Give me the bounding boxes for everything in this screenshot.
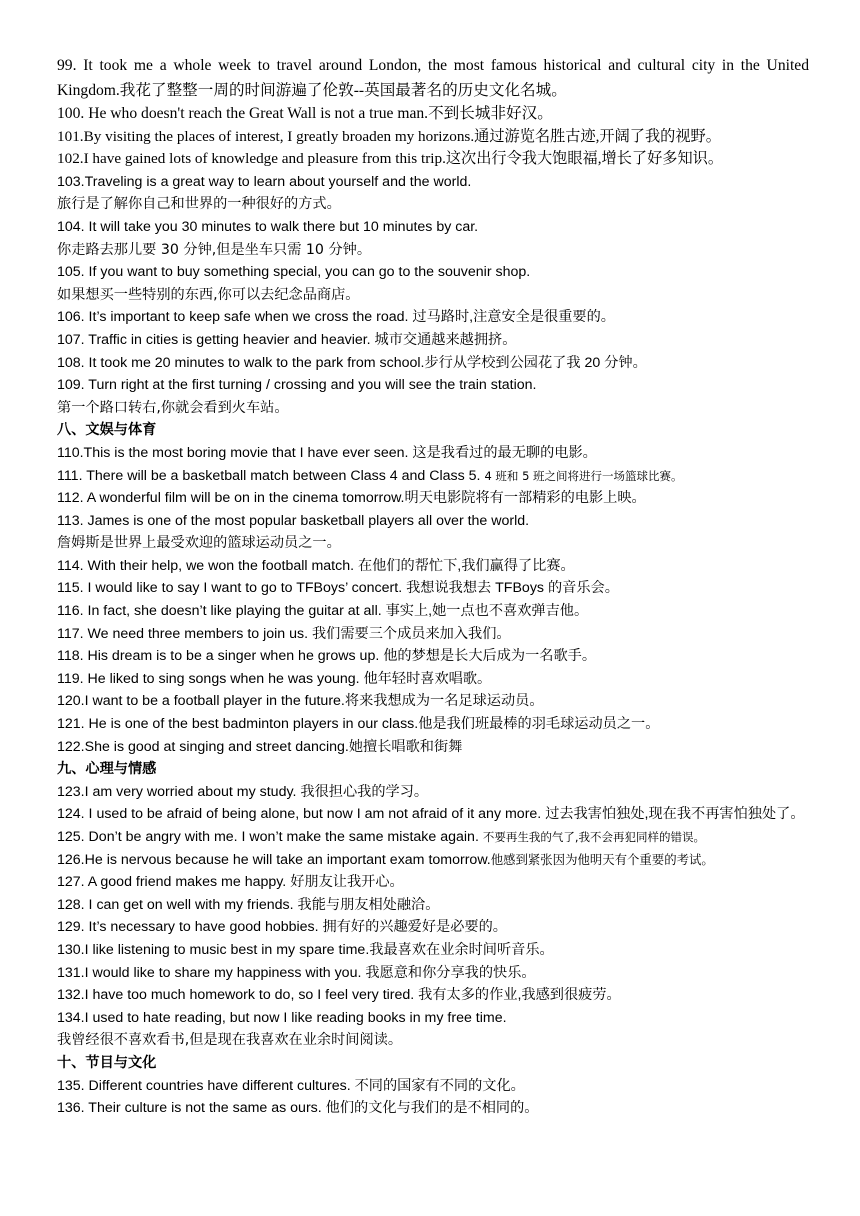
sentence-113: 113. James is one of the most popular basketball players all over the world. <box>57 512 530 529</box>
sentence-134: 134.I used to hate reading, but now I like reading books in my free time. <box>57 1009 507 1026</box>
sentence-117: 117. We need three members to join us. 我们需要三个成员来加入我们。 <box>57 625 511 642</box>
sentence-126-english: 126.He is nervous because he will take an important exam tomorrow. <box>57 851 491 868</box>
sentence-120: 120.I want to be a football player in the future.将来我想成为一名足球运动员。 <box>57 693 544 710</box>
sentence-134-translation: 我曾经很不喜欢看书,但是现在我喜欢在业余时间阅读。 <box>57 1032 403 1049</box>
sentence-108: 108. It took me 20 minutes to walk to the park from school.步行从学校到公园花了我 20 分钟。 <box>57 354 647 371</box>
sentence-121: 121. He is one of the best badminton players in our class.他是我们班最棒的羽毛球运动员之一。 <box>57 716 660 733</box>
sentence-99: 99. It took me a whole week to travel around London, the most famous historical and cultural city in the United Kingdom.我花了整整一周的时间游遍了伦敦--英国最著名的历史文化名城。 <box>57 57 809 99</box>
sentence-114: 114. With their help, we won the football match. 在他们的帮忙下,我们赢得了比赛。 <box>57 557 575 574</box>
sentence-104: 104. It will take you 30 minutes to walk there but 10 minutes by car. <box>57 218 479 235</box>
sentence-124: 124. I used to be afraid of being alone, but now I am not afraid of it any more. 过去我害怕独处,现在我不再害怕独处了。 <box>57 806 805 823</box>
sentence-115: 115. I would like to say I want to go to TFBoys’ concert. 我想说我想去 TFBoys 的音乐会。 <box>57 580 619 597</box>
sentence-113-translation: 詹姆斯是世界上最受欢迎的篮球运动员之一。 <box>57 535 341 552</box>
sentence-128: 128. I can get on well with my friends. 我能与朋友相处融洽。 <box>57 896 440 913</box>
sentence-125-english: 125. Don’t be angry with me. I won’t make the same mistake again. <box>57 829 483 845</box>
sentence-102: 102.I have gained lots of knowledge and pleasure from this trip.这次出行令我大饱眼福,增长了好多知识。 <box>57 150 724 168</box>
sentence-111-english: 111. There will be a basketball match between Class 4 and Class 5. <box>57 467 485 484</box>
sentence-105-translation: 如果想买一些特别的东西,你可以去纪念品商店。 <box>57 286 360 303</box>
sentence-111 <box>57 465 809 488</box>
sentence-107: 107. Traffic in cities is getting heavier and heavier. 城市交通越来越拥挤。 <box>57 331 517 348</box>
sentence-119: 119. He liked to sing songs when he was young. 他年轻时喜欢唱歌。 <box>57 670 492 687</box>
sentence-110: 110.This is the most boring movie that I have ever seen. 这是我看过的最无聊的电影。 <box>57 444 597 461</box>
sentence-112: 112. A wonderful film will be on in the cinema tomorrow.明天电影院将有一部精彩的电影上映。 <box>57 490 646 507</box>
sentence-100: 100. He who doesn't reach the Great Wall is not a true man.不到长城非好汉。 <box>57 105 553 122</box>
sentence-126 <box>57 849 809 872</box>
sentence-103: 103.Traveling is a great way to learn about yourself and the world. <box>57 173 472 190</box>
sentence-132: 132.I have too much homework to do, so I feel very tired. 我有太多的作业,我感到很疲劳。 <box>57 987 621 1004</box>
section-heading-8: 八、文娱与体育 <box>57 422 157 439</box>
sentence-123: 123.I am very worried about my study. 我很担心我的学习。 <box>57 783 429 800</box>
sentence-111-translation: 4 班和 5 班之间将进行一场篮球比赛。 <box>484 468 683 483</box>
section-heading-10: 十、节目与文化 <box>57 1054 157 1071</box>
sentence-105: 105. If you want to buy something special, you can go to the souvenir shop. <box>57 264 531 281</box>
sentence-130: 130.I like listening to music best in my spare time.我最喜欢在业余时间听音乐。 <box>57 941 554 958</box>
sentence-122: 122.She is good at singing and street dancing.她擅长唱歌和街舞 <box>57 738 463 755</box>
sentence-101: 101.By visiting the places of interest, I greatly broaden my horizons.通过游览名胜古迹,开阔了我的视野。 <box>57 127 721 145</box>
document-page <box>57 53 809 1120</box>
section-heading-9: 九、心理与情感 <box>57 761 157 778</box>
sentence-131: 131.I would like to share my happiness with you. 我愿意和你分享我的快乐。 <box>57 964 536 981</box>
sentence-135: 135. Different countries have different cultures. 不同的国家有不同的文化。 <box>57 1077 525 1094</box>
sentence-106: 106. It’s important to keep safe when we cross the road. 过马路时,注意安全是很重要的。 <box>57 309 615 326</box>
sentence-118: 118. His dream is to be a singer when he grows up. 他的梦想是长大后成为一名歌手。 <box>57 648 597 665</box>
sentence-136: 136. Their culture is not the same as ours. 他们的文化与我们的是不相同的。 <box>57 1100 539 1117</box>
sentence-103-translation: 旅行是了解你自己和世界的一种很好的方式。 <box>57 196 341 213</box>
sentence-109-translation: 第一个路口转右,你就会看到火车站。 <box>57 399 289 416</box>
sentence-109: 109. Turn right at the first turning / crossing and you will see the train station. <box>57 377 537 394</box>
sentence-126-translation: 他感到紧张因为他明天有个重要的考试。 <box>490 851 714 867</box>
sentence-127: 127. A good friend makes me happy. 好朋友让我开心。 <box>57 874 404 891</box>
sentence-125 <box>57 826 809 849</box>
sentence-104-translation: 你走路去那儿要 30 分钟,但是坐车只需 10 分钟。 <box>57 241 372 258</box>
sentence-125-translation: 不要再生我的气了,我不会再犯同样的错误。 <box>482 830 705 844</box>
sentence-116: 116. In fact, she doesn’t like playing the guitar at all. 事实上,她一点也不喜欢弹吉他。 <box>57 603 589 620</box>
sentence-129: 129. It’s necessary to have good hobbies. 拥有好的兴趣爱好是必要的。 <box>57 919 507 936</box>
